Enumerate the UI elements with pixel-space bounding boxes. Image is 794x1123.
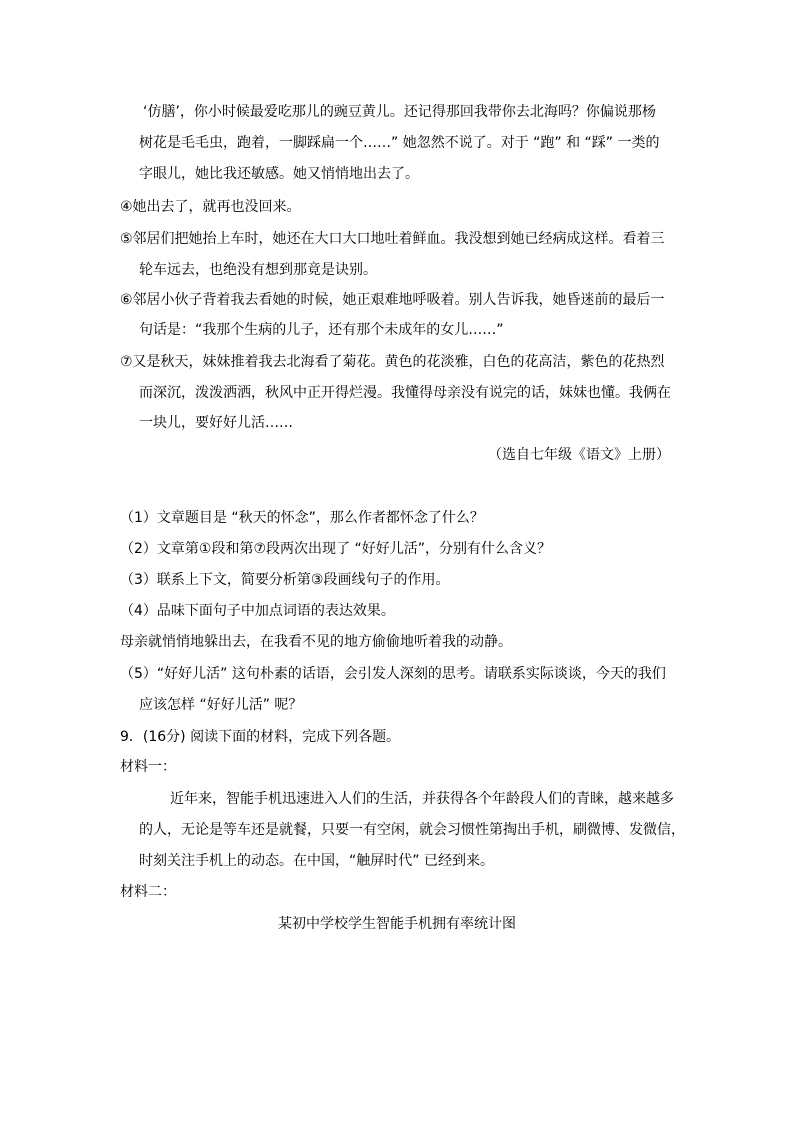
- story-line-1: ‘仿膳’，你小时候最爱吃那儿的豌豆黄儿。还记得那回我带你去北海吗？你偏说那杨: [143, 104, 656, 120]
- material-1-line-2: 的人，无论是等车还是就餐，只要一有空闲，就会习惯性第掏出手机，刷微博、发微信，: [139, 822, 685, 838]
- story-source: （选自七年级《语文》上册）: [488, 447, 670, 463]
- story-paragraph-6-line-2: 句话是：“我那个生病的儿子，还有那个未成年的女儿……”: [139, 322, 504, 338]
- story-line-3: 字眼儿，她比我还敏感。她又悄悄地出去了。: [139, 166, 419, 182]
- material-1-label: 材料一：: [120, 759, 176, 775]
- material-2-label: 材料二：: [120, 884, 176, 900]
- question-2: （2）文章第①段和第⑦段两次出现了 “好好儿活”，分别有什么含义？: [120, 541, 551, 557]
- story-paragraph-7-line-3: 一块儿，要好好儿活……: [139, 415, 293, 431]
- story-paragraph-5-line-1: ⑤邻居们把她抬上车时，她还在大口大口地吐着鲜血。我没想到她已经病成这样。看着三: [120, 231, 665, 247]
- material-1-line-1: 近年来，智能手机迅速进入人们的生活，并获得各个年龄段人们的青睐，越来越多: [170, 791, 674, 807]
- question-4-sentence: 母亲就悄悄地躲出去，在我看不见的地方偷偷地听着我的动静。: [120, 634, 512, 650]
- story-line-2: 树花是毛毛虫，跑着，一脚踩扁一个……” 她忽然不说了。对于 “跑” 和 “踩” 一类的: [139, 135, 660, 151]
- material-1-line-3: 时刻关注手机上的动态。在中国，“触屏时代” 已经到来。: [139, 853, 494, 869]
- question-3: （3）联系上下文，简要分析第③段画线句子的作用。: [120, 572, 450, 588]
- question-5-line-2: 应该怎样 “好好儿活” 呢？: [139, 697, 303, 713]
- story-paragraph-7-line-1: ⑦又是秋天，妹妹推着我去北海看了菊花。黄色的花淡雅，白色的花高洁，紫色的花热烈: [120, 354, 665, 370]
- story-paragraph-6-line-1: ⑥邻居小伙子背着我去看她的时候，她正艰难地呼吸着。别人告诉我，她昏迷前的最后一: [120, 292, 665, 308]
- story-paragraph-4: ④她出去了，就再也没回来。: [120, 199, 301, 215]
- chart-title: 某初中学校学生智能手机拥有率统计图: [278, 916, 516, 932]
- question-1: （1）文章题目是 “秋天的怀念”，那么作者都怀念了什么？: [120, 510, 484, 526]
- question-4: （4）品味下面句子中加点词语的表达效果。: [120, 603, 395, 619]
- story-paragraph-5-line-2: 轮车远去，也绝没有想到那竟是诀别。: [139, 262, 377, 278]
- question-5-line-1: （5）“好好儿活” 这句朴素的话语，会引发人深刻的思考。请联系实际谈谈，今天的我们: [120, 666, 666, 682]
- story-paragraph-7-line-2: 而深沉，泼泼洒洒，秋风中正开得烂漫。我懂得母亲没有说完的话，妹妹也懂。我俩在: [139, 385, 671, 401]
- question-9-heading: 9．(16分) 阅读下面的材料，完成下列各题。: [120, 729, 401, 745]
